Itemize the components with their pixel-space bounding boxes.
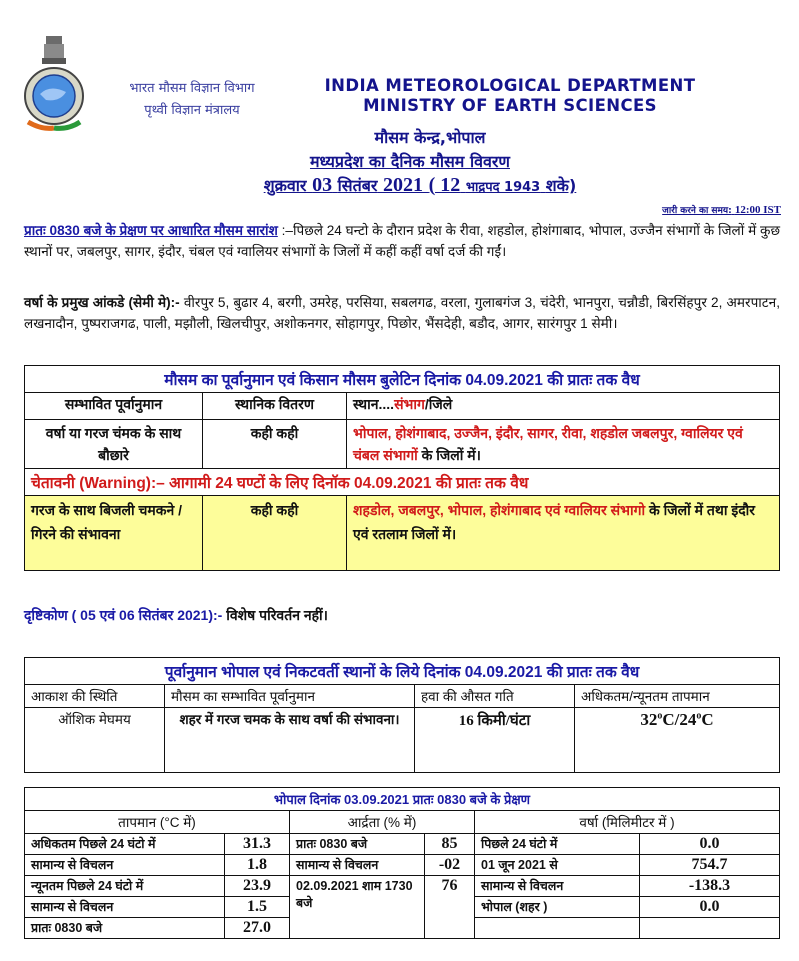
issue-time [662, 203, 781, 216]
rain-value: 754.7 [640, 855, 780, 876]
dept-hi-line2: पृथ्वी विज्ञान मंत्रालय [144, 103, 240, 118]
temp-label: अधिकतम पिछले 24 घंटो में [25, 834, 225, 855]
rainfall-lead: वर्षा के प्रमुख आंकडे (सेमी मे):- [24, 295, 180, 310]
dept-hi-line1: भारत मौसम विज्ञान विभाग [129, 81, 255, 96]
observations-table [24, 787, 780, 939]
observations-title: भोपाल दिनांक 03.09.2021 प्रातः 0830 बजे के प्रेक्षण [25, 788, 780, 811]
outlook-text: विशेष परिवर्तन नहीं। [222, 607, 328, 623]
saka-month: भाद्रपद 1943 [465, 180, 541, 195]
places-cell [347, 420, 780, 469]
forecast-table [24, 365, 780, 571]
centre-name: मौसम केन्द्र,भोपाल [374, 128, 486, 147]
header-places-division: संभाग [394, 396, 425, 412]
places-black: के जिलों में। [417, 447, 481, 463]
rain-empty-value [640, 918, 780, 939]
date-day: शुक्रवार [263, 176, 307, 195]
rain-value: -138.3 [640, 876, 780, 897]
rain-label: पिछले 24 घंटो में [475, 834, 640, 855]
forecast-cell: वर्षा या गरज चंमक के साथ बौछारे [25, 420, 203, 469]
outlook [24, 606, 328, 625]
temp-value: 27.0 [225, 918, 290, 939]
degree-sign: o [657, 710, 663, 722]
sky-cell: ऑशिक मेघमय [25, 708, 165, 773]
forecast-table-title: मौसम का पूर्वानुमान एवं किसान मौसम बुलेटिन दिनांक 04.09.2021 की प्रातः तक वैध [25, 366, 780, 393]
imd-emblem-logo-icon [22, 34, 86, 134]
report-title: मध्यप्रदेश का दैनिक मौसम विवरण [309, 152, 510, 171]
header-humidity: आर्द्रता (% में) [290, 811, 475, 834]
places-red: भोपाल, होशंगाबाद, उज्जैन, इंदौर, सागर, रीवा, शहडोल जबलपुर, ग्वालियर एवं चंबल संभागों [353, 425, 743, 463]
date-month: सितंबर [337, 176, 378, 195]
warning-places-cell [347, 496, 780, 571]
summary-text: :–पिछले 24 घन्टो के दौरान प्रदेश के रीवा, शहडोल, होशंगाबाद, भोपाल, उज्जैन संभागों के जिलों में कुछ स्थानों पर, जबलपुर, सागर, इंदौर, चंबल एवं ग्वालियर संभागों के जिलों में कहीं कहीं वर्षा दर्ज की गईं। [24, 223, 780, 259]
humidity-value: 76 [425, 876, 475, 939]
weather-summary [24, 220, 780, 262]
saka-open: ( 12 [428, 174, 461, 196]
temp-label: सामान्य से विचलन [25, 897, 225, 918]
dept-en-line2: MINISTRY OF EARTH SCIENCES [363, 96, 657, 115]
max-temp: 32 [640, 710, 658, 729]
header-distribution: स्थानिक वितरण [203, 393, 347, 420]
warning-forecast-cell: गरज के साथ बिजली चमकने / गिरने की संभावना [25, 496, 203, 571]
header-wind: हवा की औसत गति [415, 685, 575, 708]
summary-lead: प्रातः 0830 बजे के प्रेक्षण पर आधारित मौसम सारांश [24, 223, 278, 238]
dept-en-line1: INDIA METEOROLOGICAL DEPARTMENT [324, 76, 696, 95]
distribution-cell: कही कही [203, 420, 347, 469]
temp-value: 1.8 [225, 855, 290, 876]
temp-value: 23.9 [225, 876, 290, 897]
header-temp: अधिकतम/न्यूनतम तापमान [575, 685, 780, 708]
temp-label: न्यूनतम पिछले 24 घंटो में [25, 876, 225, 897]
issue-time-label: जारी करने का समय: [662, 206, 732, 216]
temp-value: 31.3 [225, 834, 290, 855]
report-date [180, 174, 660, 197]
rain-label: 01 जून 2021 से [475, 855, 640, 876]
humidity-label: सामान्य से विचलन [290, 855, 425, 876]
header-forecast: सम्भावित पूर्वानुमान [25, 393, 203, 420]
header-sky: आकाश की स्थिति [25, 685, 165, 708]
rain-value: 0.0 [640, 834, 780, 855]
header-places-district: /जिले [424, 396, 453, 412]
temp-label: प्रातः 0830 बजे [25, 918, 225, 939]
wind-cell: 16 किमी/घंटा [415, 708, 575, 773]
date-year: 2021 [382, 174, 423, 196]
outlook-lead: दृष्टिकोण ( 05 एवं 06 सितंबर 2021):- [24, 607, 223, 623]
temp-unit: C [701, 710, 714, 729]
degree-sign: o [696, 710, 702, 722]
date-num: 03 [312, 174, 333, 196]
header-rainfall: वर्षा (मिलिमीटर में ) [475, 811, 780, 834]
header-temperature: तापमान (°C में) [25, 811, 290, 834]
rainfall-figures [24, 292, 780, 334]
humidity-label: 02.09.2021 शाम 1730 बजे [290, 876, 425, 939]
rain-label: सामान्य से विचलन [475, 876, 640, 897]
rainfall-text: वीरपुर 5, बुढार 4, बरगी, उमरेह, परसिया, सबलगढ, वरला, गुलाबगंज 3, चंदेरी, भानपुरा, चन्नौडी, बिरसिंहपुर 2, अमरपाटन, लखनादौन, पुष्पराजगढ, पाली, मझौली, खिलचीपुर, अशोकनगर, सोहागपुर, पिछोर, भैंसदेही, बडौद, आगर, सारंगपुर 1 सेमी। [24, 295, 780, 331]
humidity-value: 85 [425, 834, 475, 855]
temp-value: 1.5 [225, 897, 290, 918]
temp-unit: C [662, 710, 675, 729]
rain-label: भोपाल (शहर ) [475, 897, 640, 918]
humidity-value: -02 [425, 855, 475, 876]
temp-label: सामान्य से विचलन [25, 855, 225, 876]
bhopal-forecast-title: पूर्वानुमान भोपाल एवं निकटवर्ती स्थानों के लिये दिनांक 04.09.2021 की प्रातः तक वैध [25, 658, 780, 685]
header-places [347, 393, 780, 420]
header-weather: मौसम का सम्भावित पूर्वानुमान [165, 685, 415, 708]
humidity-label: प्रातः 0830 बजे [290, 834, 425, 855]
rain-empty-label [475, 918, 640, 939]
min-temp: 24 [679, 710, 697, 729]
dept-name-english [300, 76, 720, 116]
issue-time-value: 12:00 IST [734, 204, 781, 216]
warning-distribution-cell: कही कही [203, 496, 347, 571]
weather-cell: शहर में गरज चमक के साथ वर्षा की संभावना। [165, 708, 415, 773]
rain-value: 0.0 [640, 897, 780, 918]
saka-close: शके) [545, 176, 577, 195]
temp-cell: 32$^o$C/24$^o$C [575, 708, 780, 773]
warning-places-black: के जिलों में तथा इंदौर एवं रतलाम जिलों में। [353, 502, 755, 542]
dept-name-hindi [107, 78, 277, 122]
warning-title: चेतावनी (Warning):– आगामी 24 घण्टों के लिए दिनॉक 04.09.2021 की प्रातः तक वैध [25, 469, 780, 496]
bhopal-forecast-table [24, 657, 780, 773]
header-places-a: स्थान.... [353, 396, 395, 412]
warning-places-red: शहडोल, जबलपुर, भोपाल, होशंगाबाद एवं ग्वालियर संभागो [353, 502, 646, 518]
